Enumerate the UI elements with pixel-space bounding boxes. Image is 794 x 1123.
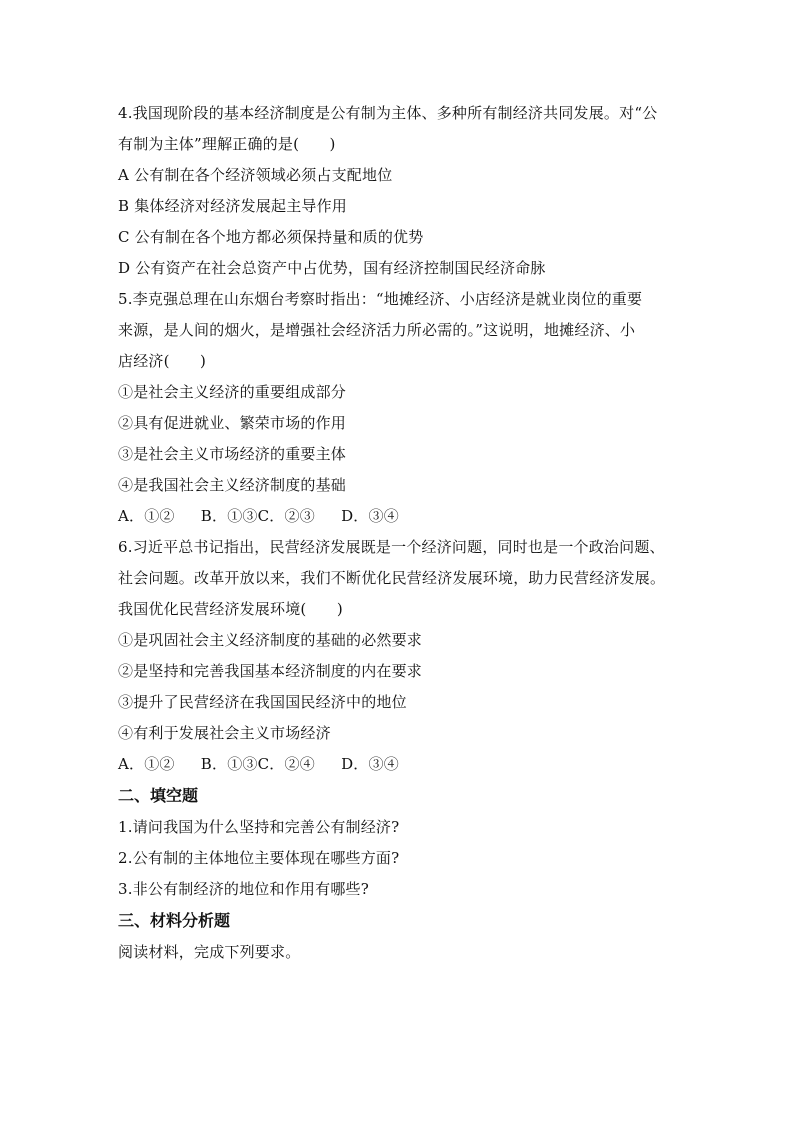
- question-stem-line: 社会问题。改革开放以来，我们不断优化民营经济发展环境，助力民营经济发展。: [118, 569, 666, 587]
- fill-in-question-3: 3.非公有制经济的地位和作用有哪些?: [118, 880, 369, 898]
- statement-4: ④是我国社会主义经济制度的基础: [118, 476, 347, 494]
- fill-in-question-2: 2.公有制的主体地位主要体现在哪些方面?: [118, 849, 400, 867]
- section-material-analysis: [118, 905, 698, 968]
- section-fill-in: [118, 780, 698, 905]
- question-4: [118, 98, 698, 284]
- section-title: 二、填空题: [118, 786, 199, 805]
- statement-2: ②具有促进就业、繁荣市场的作用: [118, 414, 347, 432]
- answer-options: A．①② B．①③C．②③ D．③④: [118, 507, 399, 525]
- question-stem-line: 有制为主体”理解正确的是( ): [118, 135, 336, 153]
- question-stem-line: 来源，是人间的烟火，是增强社会经济活力所必需的。”这说明，地摊经济、小: [118, 321, 636, 339]
- statement-3: ③提升了民营经济在我国国民经济中的地位: [118, 693, 407, 711]
- question-5: [118, 284, 698, 532]
- section-title: 三、材料分析题: [118, 911, 231, 930]
- statement-4: ④有利于发展社会主义市场经济: [118, 724, 331, 742]
- question-stem-line: 4.我国现阶段的基本经济制度是公有制为主体、多种所有制经济共同发展。对“公: [118, 104, 658, 122]
- choice-a: A 公有制在各个经济领域必须占支配地位: [118, 166, 393, 184]
- statement-3: ③是社会主义市场经济的重要主体: [118, 445, 347, 463]
- question-stem-line: 店经济( ): [118, 352, 207, 370]
- question-stem-line: 我国优化民营经济发展环境( ): [118, 600, 343, 618]
- fill-in-question-1: 1.请问我国为什么坚持和完善公有制经济?: [118, 818, 400, 836]
- document-content: [118, 98, 698, 968]
- choice-d: D 公有资产在社会总资产中占优势，国有经济控制国民经济命脉: [118, 259, 546, 277]
- statement-2: ②是坚持和完善我国基本经济制度的内在要求: [118, 662, 423, 680]
- statement-1: ①是巩固社会主义经济制度的基础的必然要求: [118, 631, 423, 649]
- question-stem-line: 5.李克强总理在山东烟台考察时指出：“地摊经济、小店经济是就业岗位的重要: [118, 290, 643, 308]
- question-stem-line: 6.习近平总书记指出，民营经济发展既是一个经济问题，同时也是一个政治问题、: [118, 538, 665, 556]
- section-intro: 阅读材料，完成下列要求。: [118, 943, 301, 961]
- statement-1: ①是社会主义经济的重要组成部分: [118, 383, 347, 401]
- answer-options: A．①② B．①③C．②④ D．③④: [118, 755, 399, 773]
- question-6: [118, 532, 698, 780]
- choice-c: C 公有制在各个地方都必须保持量和质的优势: [118, 228, 424, 246]
- choice-b: B 集体经济对经济发展起主导作用: [118, 197, 347, 215]
